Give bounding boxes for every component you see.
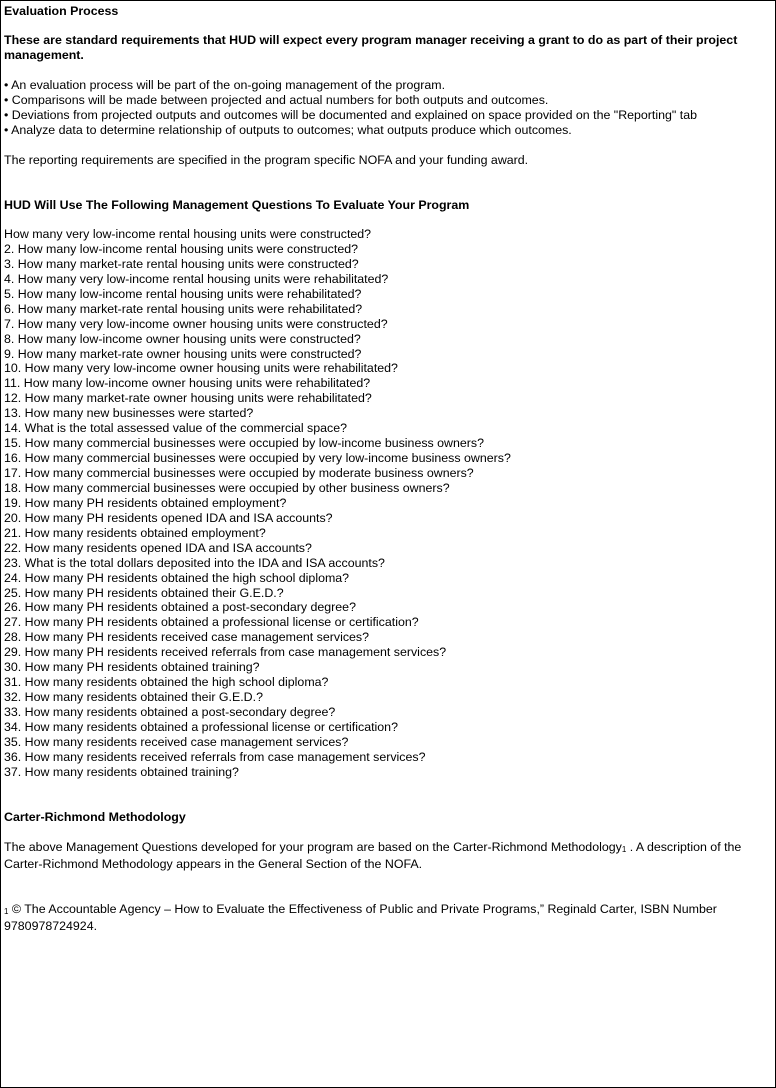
question-item: 2. How many low-income rental housing units were constructed? xyxy=(4,241,358,256)
footnote xyxy=(4,902,772,934)
question-item: 29. How many PH residents received referrals from case management services? xyxy=(4,645,447,660)
question-item: 32. How many residents obtained their G.E.D.? xyxy=(4,690,263,705)
question-item: 8. How many low-income owner housing units were constructed? xyxy=(4,331,361,346)
methodology-heading: Carter-Richmond Methodology xyxy=(4,809,186,824)
question-item: 24. How many PH residents obtained the high school diploma? xyxy=(4,570,350,585)
question-item: 5. How many low-income rental housing units were rehabilitated? xyxy=(4,286,362,301)
question-item: 37. How many residents obtained training? xyxy=(4,764,239,779)
question-item: 31. How many residents obtained the high school diploma? xyxy=(4,675,329,690)
intro-statement: These are standard requirements that HUD will expect every program manager receiving a grant to do as part of their project management. xyxy=(4,33,738,62)
management-questions-list xyxy=(4,227,772,780)
question-item: 14. What is the total assessed value of the commercial space? xyxy=(4,421,347,436)
question-item: 9. How many market-rate owner housing units were constructed? xyxy=(4,346,362,361)
question-item: 6. How many market-rate rental housing units were rehabilitated? xyxy=(4,301,363,316)
question-item: 16. How many commercial businesses were occupied by very low-income business owners? xyxy=(4,451,511,466)
requirements-list xyxy=(4,78,772,138)
question-item: 35. How many residents received case management services? xyxy=(4,734,349,749)
question-item: 17. How many commercial businesses were occupied by moderate business owners? xyxy=(4,466,474,480)
question-item: 10. How many very low-income owner housing units were rehabilitated? xyxy=(4,361,398,376)
question-item: 13. How many new businesses were started? xyxy=(4,406,254,421)
question-item: 28. How many PH residents received case management services? xyxy=(4,630,370,645)
footnote-text: © The Accountable Agency – How to Evaluate the Effectiveness of Public and Private Programs,” Reginald Carter, ISBN Number 9780978724924. xyxy=(4,901,717,933)
bullet-item: • Analyze data to determine relationship of outputs to outcomes; what outputs produce which outcomes. xyxy=(4,123,572,137)
question-item: 20. How many PH residents opened IDA and ISA accounts? xyxy=(4,510,333,525)
page-title: Evaluation Process xyxy=(4,4,119,18)
bullet-item: • Comparisons will be made between projected and actual numbers for both outputs and outcomes. xyxy=(4,93,549,107)
reporting-text: The reporting requirements are specified in the program specific NOFA and your funding award. xyxy=(4,153,529,167)
methodology-text-end: . A description of the Carter-Richmond Methodology appears in the General Section of the NOFA. xyxy=(4,839,742,871)
bullet-item: • Deviations from projected outputs and outcomes will be documented and explained on space provided on the "Reporting" tab xyxy=(4,108,697,122)
question-item: 22. How many residents opened IDA and ISA accounts? xyxy=(4,540,312,555)
bullet-item: • An evaluation process will be part of the on-going management of the program. xyxy=(4,78,446,92)
question-item: 36. How many residents received referrals from case management services? xyxy=(4,749,426,764)
question-item: 19. How many PH residents obtained employment? xyxy=(4,495,287,510)
question-item: 18. How many commercial businesses were occupied by other business owners? xyxy=(4,480,450,495)
question-item: 23. What is the total dollars deposited into the IDA and ISA accounts? xyxy=(4,555,385,570)
question-item: 34. How many residents obtained a professional license or certification? xyxy=(4,719,398,734)
question-item: 33. How many residents obtained a post-secondary degree? xyxy=(4,705,336,719)
question-item: 7. How many very low-income owner housing units were constructed? xyxy=(4,316,388,331)
question-item: 11. How many low-income owner housing units were rehabilitated? xyxy=(4,376,371,391)
question-item: 15. How many commercial businesses were occupied by low-income business owners? xyxy=(4,436,485,451)
methodology-paragraph xyxy=(4,840,772,872)
question-item: 3. How many market-rate rental housing units were constructed? xyxy=(4,256,359,271)
question-item: 21. How many residents obtained employment? xyxy=(4,525,266,540)
methodology-text: The above Management Questions developed for your program are based on the Carter-Richmond Methodology xyxy=(4,839,622,854)
question-item: 27. How many PH residents obtained a professional license or certification? xyxy=(4,615,419,630)
footnote-reference: 1 xyxy=(621,844,627,854)
questions-heading: HUD Will Use The Following Management Questions To Evaluate Your Program xyxy=(4,198,470,212)
question-item: How many very low-income rental housing units were constructed? xyxy=(4,227,372,241)
footnote-mark: 1 xyxy=(4,906,9,916)
question-item: 12. How many market-rate owner housing units were rehabilitated? xyxy=(4,391,372,406)
question-item: 4. How many very low-income rental housing units were rehabilitated? xyxy=(4,271,389,286)
question-item: 26. How many PH residents obtained a post-secondary degree? xyxy=(4,600,356,615)
question-item: 25. How many PH residents obtained their G.E.D.? xyxy=(4,585,284,600)
question-item: 30. How many PH residents obtained training? xyxy=(4,660,260,675)
